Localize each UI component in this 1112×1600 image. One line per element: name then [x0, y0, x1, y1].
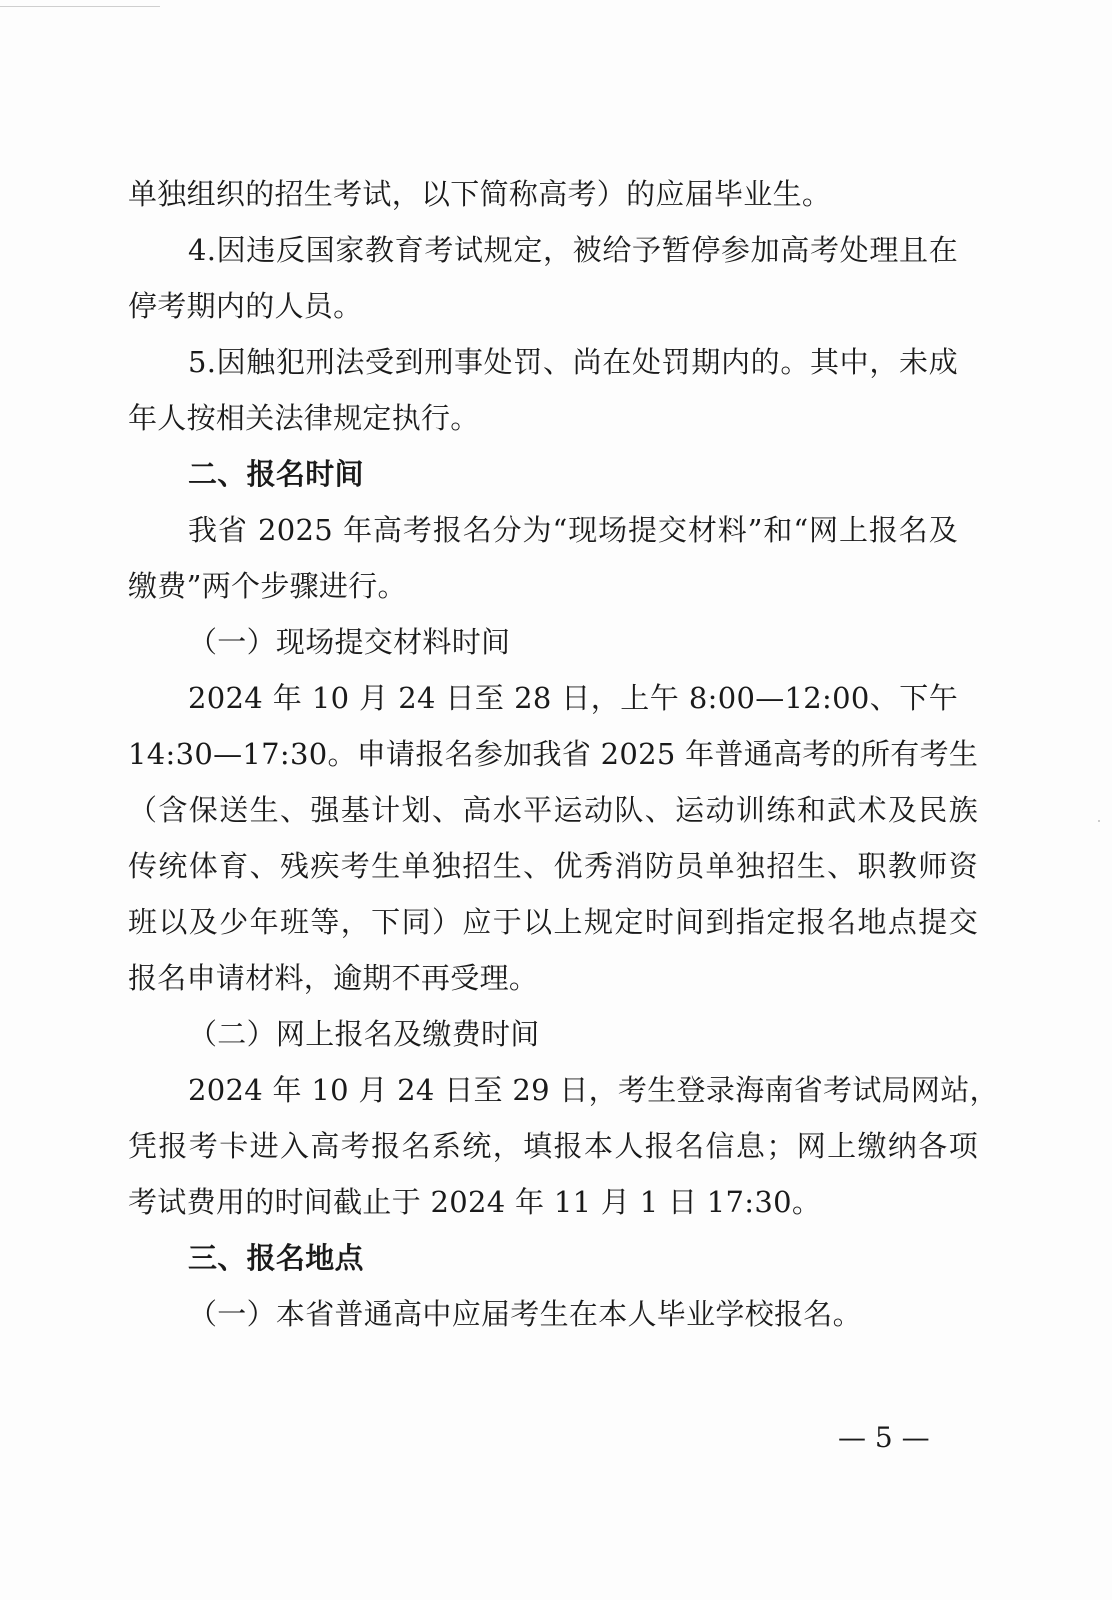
paragraph-line: 考试费用的时间截止于 2024 年 11 月 1 日 17:30。: [128, 1185, 822, 1219]
section-heading: 二、报名时间: [188, 457, 364, 491]
paragraph-line: 我省 2025 年高考报名分为“现场提交材料”和“网上报名及: [188, 513, 958, 547]
subsection-heading: （一）现场提交材料时间: [188, 625, 511, 659]
paragraph-line: （一）本省普通高中应届考生在本人毕业学校报名。: [188, 1297, 862, 1331]
paragraph-line: 14:30—17:30。申请报名参加我省 2025 年普通高考的所有考生: [128, 737, 979, 771]
paragraph-line: 班以及少年班等，下同）应于以上规定时间到指定报名地点提交: [128, 905, 978, 939]
paragraph-line: 单独组织的招生考试，以下简称高考）的应届毕业生。: [128, 177, 832, 211]
paragraph-line: 2024 年 10 月 24 日至 28 日，上午 8:00—12:00、下午: [188, 681, 958, 715]
paragraph-line: 2024 年 10 月 24 日至 29 日，考生登录海南省考试局网站，: [188, 1073, 999, 1107]
paragraph-line: 缴费”两个步骤进行。: [128, 569, 407, 603]
subsection-heading: （二）网上报名及缴费时间: [188, 1017, 540, 1051]
top-edge-rule: [0, 6, 160, 7]
paragraph-line: 凭报考卡进入高考报名系统，填报本人报名信息；网上缴纳各项: [128, 1129, 978, 1163]
section-heading: 三、报名地点: [188, 1241, 364, 1275]
paragraph-line: 5.因触犯刑法受到刑事处罚、尚在处罚期内的。其中，未成: [188, 345, 958, 379]
paragraph-line: 年人按相关法律规定执行。: [128, 401, 480, 435]
paragraph-line: 4.因违反国家教育考试规定，被给予暂停参加高考处理且在: [188, 233, 958, 267]
scan-speck: [1098, 820, 1100, 822]
paragraph-line: 报名申请材料，逾期不再受理。: [128, 961, 539, 995]
paragraph-line: 传统体育、残疾考生单独招生、优秀消防员单独招生、职教师资: [128, 849, 978, 883]
paragraph-line: 停考期内的人员。: [128, 289, 363, 323]
page-number: — 5 —: [838, 1421, 930, 1454]
paragraph-line: （含保送生、强基计划、高水平运动队、运动训练和武术及民族: [128, 793, 978, 827]
